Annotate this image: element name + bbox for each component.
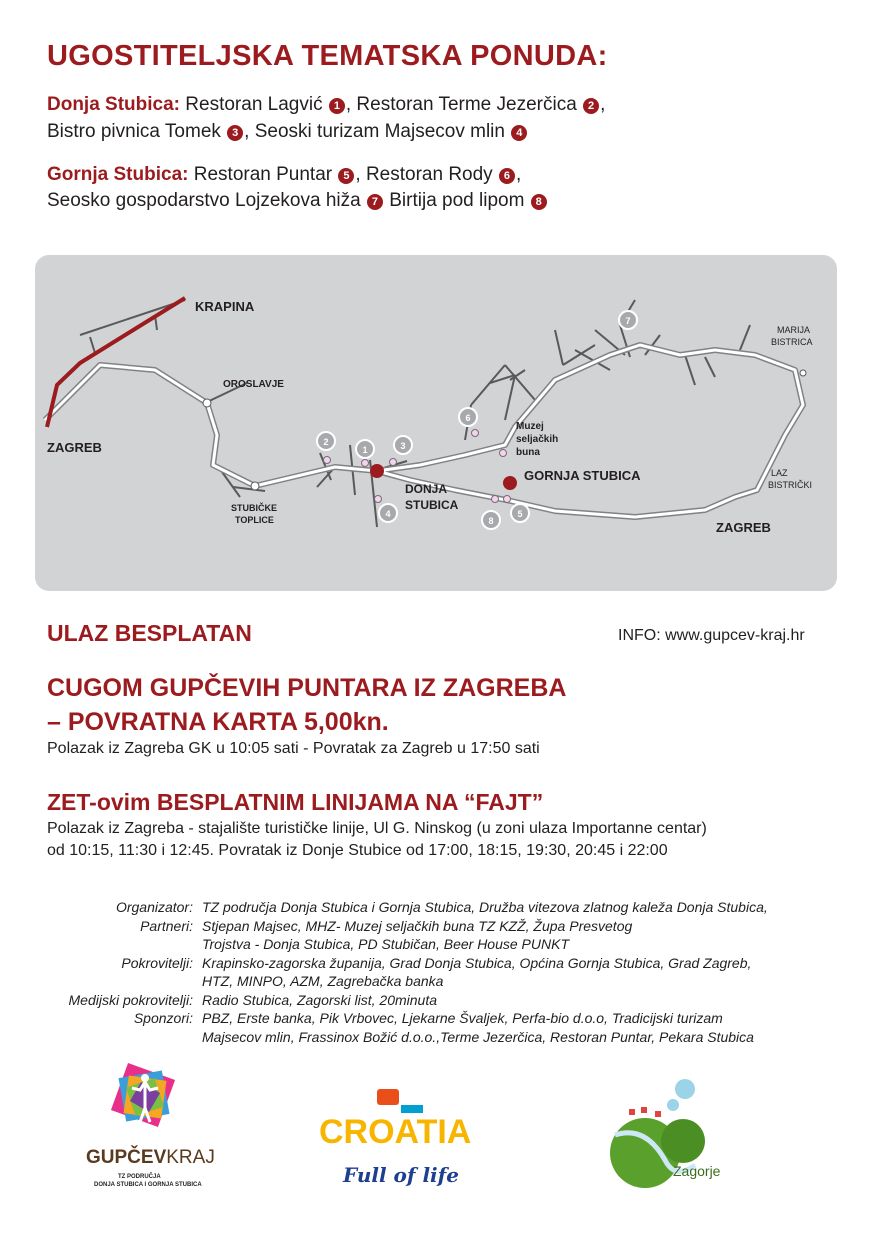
label-muzej-3: buna	[516, 447, 540, 458]
credit-row	[40, 917, 840, 954]
svg-text:5: 5	[517, 509, 523, 519]
credit-row	[40, 1009, 840, 1046]
label-oroslavje: OROSLAVJE	[223, 379, 284, 390]
number-badge: 4	[511, 125, 527, 141]
croatia-logo	[315, 1085, 495, 1195]
offer-text: Birtija pod lipom	[383, 190, 530, 211]
label-stubicke-2: TOPLICE	[235, 515, 274, 525]
offer-text: Bistro pivnica Tomek	[47, 121, 227, 142]
svg-text:4: 4	[385, 509, 391, 519]
train-title-1: CUGOM GUPČEVIH PUNTARA IZ ZAGREBA	[47, 674, 567, 702]
label-gornja: GORNJA STUBICA	[524, 468, 641, 483]
number-badge: 2	[583, 98, 599, 114]
marker-7	[619, 311, 637, 329]
marker-2	[317, 432, 335, 450]
offer-text: ,	[515, 164, 522, 185]
credit-line: TZ područja Donja Stubica i Gornja Stubica, Družba vitezova zlatnog kaleža Donja Stubica,	[202, 899, 768, 915]
gupcev-sub-2: DONJA STUBICA I GORNJA STUBICA	[94, 1182, 202, 1188]
zagorje-logo	[605, 1075, 725, 1195]
credit-label: Medijski pokrovitelji:	[68, 991, 193, 1008]
credit-line: PBZ, Erste banka, Pik Vrbovec, Ljekarne Švaljek, Perfa-bio d.o.o, Tradicijski turizam	[202, 1010, 723, 1026]
label-laz-2: BISTRIČKI	[768, 480, 813, 490]
number-badge: 1	[329, 98, 345, 114]
offer-text: , Seoski turizam Majsecov mlin	[244, 121, 511, 142]
number-badge: 6	[499, 168, 515, 184]
svg-text:7: 7	[625, 316, 631, 326]
label-marija-1: MARIJA	[777, 325, 811, 335]
number-badge: 7	[367, 194, 383, 210]
railway	[47, 298, 185, 427]
marker-4	[379, 504, 397, 522]
offer-text: ,	[600, 94, 606, 115]
offer-text: Restoran Lagvić	[180, 94, 328, 115]
marker-1	[356, 440, 374, 458]
label-marija-2: BISTRICA	[771, 337, 813, 347]
gupcev-kraj-logo	[80, 1060, 220, 1200]
stubicke-dot	[251, 482, 259, 490]
marker-6	[459, 408, 477, 426]
credit-line: Stjepan Majsec, MHZ- Muzej seljačkih buna TZ KZŽ, Župa Presvetog	[202, 917, 633, 934]
credit-line: Krapinsko-zagorska županija, Grad Donja Stubica, Općina Gornja Stubica, Grad Zagreb,	[202, 954, 752, 971]
label-laz-1: LAZ	[771, 468, 788, 478]
label-zagreb-right: ZAGREB	[716, 520, 771, 535]
zet-text-1: Polazak iz Zagreba - stajalište turističke linije, Ul G. Ninskog (u zoni ulaza Importanne centar)	[47, 820, 707, 837]
svg-text:8: 8	[488, 516, 494, 526]
credit-line: Radio Stubica, Zagorski list, 20minuta	[202, 991, 437, 1008]
offer-text: Restoran Puntar	[188, 164, 338, 185]
marker-8	[482, 511, 500, 529]
donja-stubica-dot	[370, 464, 384, 478]
offer-text: , Restoran Terme Jezerčica	[345, 94, 583, 115]
map-graphic	[35, 255, 837, 591]
credit-line: Trojstva - Donja Stubica, PD Stubičan, Beer House PUNKT	[202, 936, 570, 952]
credits-block	[40, 898, 840, 1046]
number-badge: 5	[338, 168, 354, 184]
svg-text:3: 3	[400, 441, 406, 451]
label-muzej-1: Muzej	[516, 421, 544, 432]
label-donja-1: DONJA	[405, 482, 448, 496]
croatia-wordmark: CROATIA	[319, 1113, 472, 1151]
credit-label: Partneri:	[140, 917, 193, 934]
svg-text:6: 6	[465, 413, 471, 423]
credit-row	[40, 991, 840, 1010]
offer-text: Seosko gospodarstvo Lojzekova hiža	[47, 190, 366, 211]
croatia-tagline: Full of life	[343, 1163, 459, 1187]
svg-text:2: 2	[323, 437, 329, 447]
credit-row	[40, 954, 840, 991]
train-text: Polazak iz Zagreba GK u 10:05 sati - Povratak za Zagreb u 17:50 sati	[47, 740, 540, 757]
offer-donja-line2	[47, 120, 528, 144]
place-label: Gornja Stubica:	[47, 164, 189, 185]
gupcev-emblem-icon	[80, 1060, 220, 1140]
label-zagreb-left: ZAGREB	[47, 440, 102, 455]
marija-dot	[800, 370, 806, 376]
credit-row	[40, 898, 840, 917]
page-title: UGOSTITELJSKA TEMATSKA PONUDA:	[47, 40, 608, 72]
credit-label: Sponzori:	[133, 1010, 193, 1026]
croatia-logo-graphic	[315, 1085, 495, 1195]
gupcev-sub-1: TZ PODRUČJA	[118, 1174, 161, 1180]
label-stubicke-1: STUBIČKE	[231, 503, 278, 513]
credit-label: Organizator:	[115, 899, 193, 915]
label-muzej-2: seljačkih	[516, 434, 559, 445]
place-label: Donja Stubica:	[47, 94, 181, 115]
label-donja-2: STUBICA	[405, 498, 459, 512]
number-badge: 3	[227, 125, 243, 141]
marker-5	[511, 504, 529, 522]
zet-text-2: od 10:15, 11:30 i 12:45. Povratak iz Donje Stubice od 17:00, 18:15, 19:30, 20:45 i 22:00	[47, 842, 668, 859]
kraj-text: KRAJ	[166, 1147, 215, 1168]
info-link[interactable]: INFO: www.gupcev-kraj.hr	[618, 627, 805, 644]
gornja-stubica-dot	[503, 476, 517, 490]
marker-3	[394, 436, 412, 454]
svg-text:1: 1	[362, 445, 368, 455]
entry-title: ULAZ BESPLATAN	[47, 620, 252, 646]
label-krapina: KRAPINA	[195, 299, 255, 314]
train-title-2: – POVRATNA KARTA 5,00kn.	[47, 708, 389, 736]
credit-line: Majsecov mlin, Frassinox Božić d.o.o.,Terme Jezerčica, Restoran Puntar, Pekara Stubica	[202, 1028, 754, 1045]
offer-donja-line1	[47, 93, 605, 117]
zet-title: ZET-ovim BESPLATNIM LINIJAMA NA “FAJT”	[47, 789, 544, 815]
route-map	[35, 255, 837, 591]
oroslavje-dot	[203, 399, 211, 407]
gupcev-text: GUPČEV	[86, 1147, 167, 1168]
zagorje-text: Zagorje	[673, 1163, 721, 1179]
offer-gornja-line2	[47, 189, 548, 213]
number-badge: 8	[531, 194, 547, 210]
offer-text: , Restoran Rody	[355, 164, 498, 185]
credit-line: HTZ, MINPO, AZM, Zagrebačka banka	[202, 973, 444, 989]
offer-gornja-line1	[47, 163, 521, 187]
credit-label: Pokrovitelji:	[121, 954, 193, 971]
